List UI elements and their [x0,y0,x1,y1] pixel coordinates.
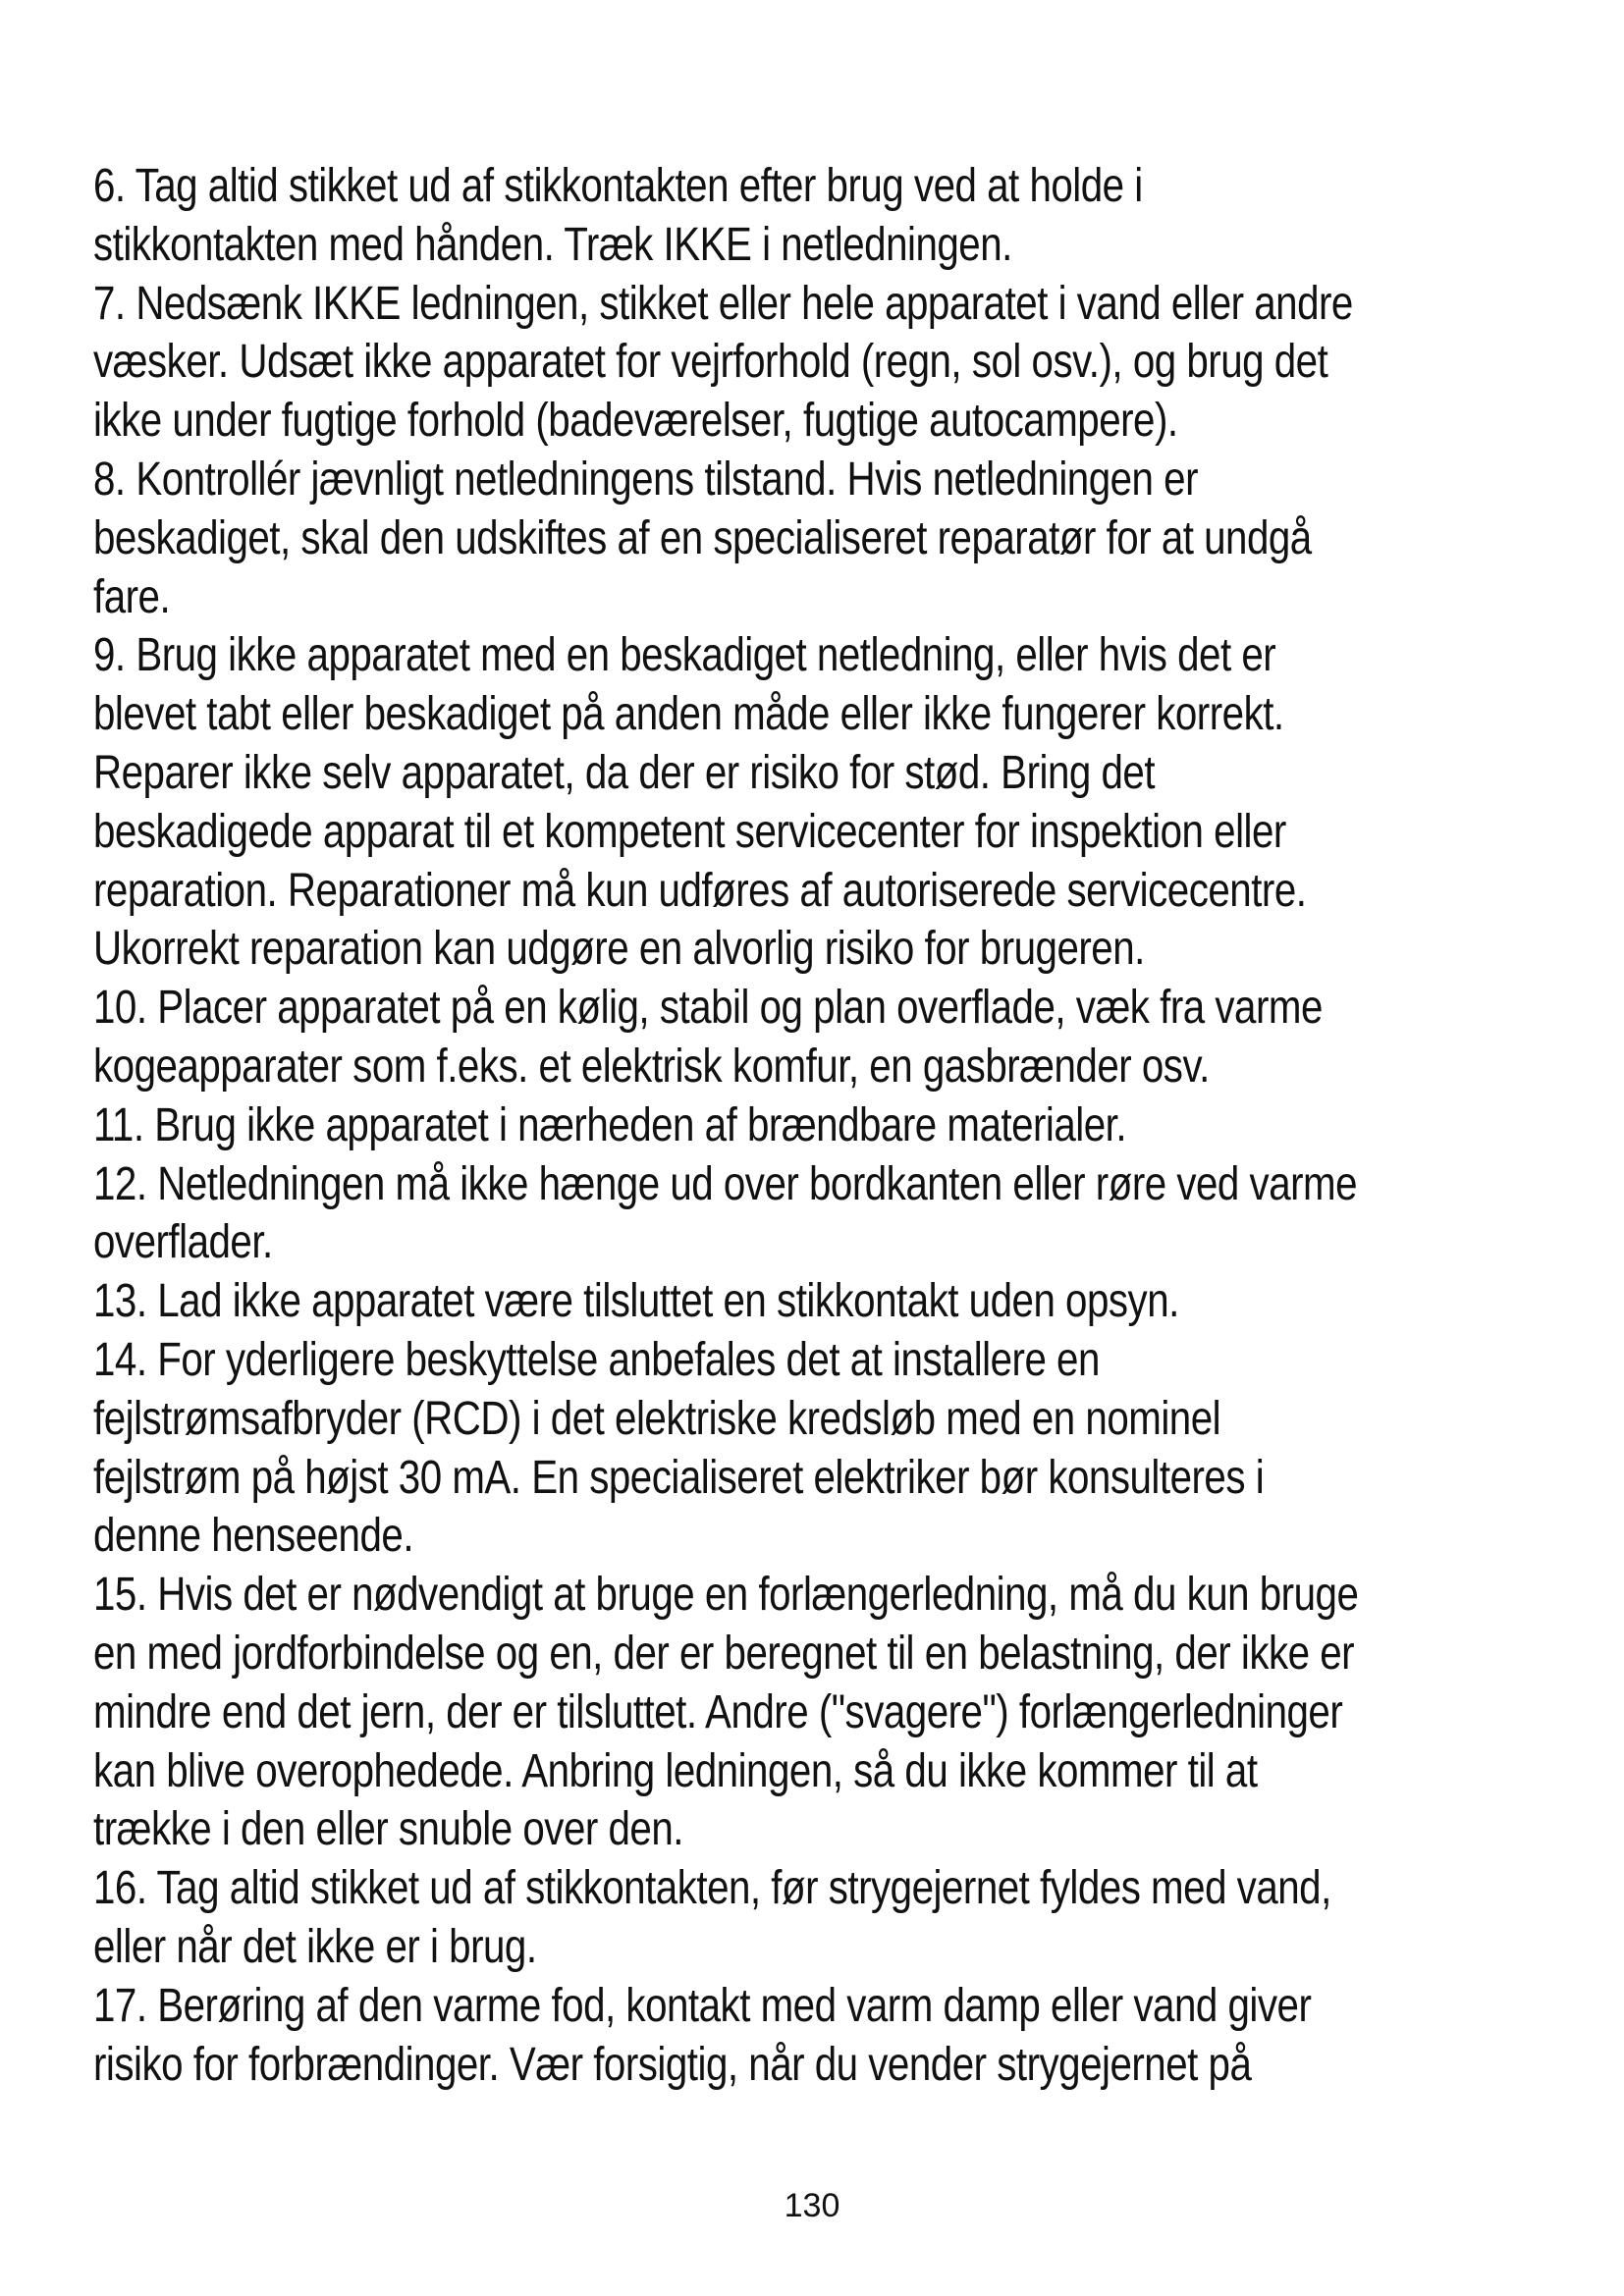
instruction-item [93,1272,1537,1331]
instruction-line: Ukorrekt reparation kan udgøre en alvorlig risiko for brugeren. [93,923,1145,976]
instruction-line: 10. Placer apparatet på en kølig, stabil og plan overflade, væk fra varme [93,982,1323,1035]
instruction-line: en med jordforbindelse og en, der er beregnet til en belastning, der ikke er [93,1627,1355,1680]
instruction-item [93,626,1537,979]
instruction-line: beskadigede apparat til et kompetent servicecenter for inspektion eller [93,805,1286,858]
instruction-item [93,1331,1537,1566]
instruction-line: 15. Hvis det er nødvendigt at bruge en forlængerledning, må du kun bruge [93,1569,1359,1622]
instruction-line: risiko for forbrændinger. Vær forsigtig, når du vender strygejernet på [93,2038,1252,2091]
instruction-item [93,1096,1537,1155]
instruction-item [93,1566,1537,1859]
instruction-line: Reparer ikke selv apparatet, da der er risiko for stød. Bring det [93,746,1156,799]
instruction-line: trække i den eller snuble over den. [93,1803,683,1856]
instruction-item [93,1977,1537,2095]
instruction-line: 6. Tag altid stikket ud af stikkontakten efter brug ved at holde i [93,160,1143,212]
instruction-item [93,979,1537,1096]
instruction-line: fare. [93,570,171,623]
instruction-line: 8. Kontrollér jævnligt netledningens tilstand. Hvis netledningen er [93,453,1199,506]
instruction-item [93,275,1537,451]
instruction-line: 16. Tag altid stikket ud af stikkontakten, før strygejernet fyldes med vand, [93,1862,1331,1915]
instruction-line: 14. For yderligere beskyttelse anbefales det at installere en [93,1333,1100,1386]
instruction-line: stikkontakten med hånden. Træk IKKE i netledningen. [93,218,1012,271]
instruction-line: 12. Netledningen må ikke hænge ud over bordkanten eller røre ved varme [93,1157,1358,1210]
instruction-line: fejlstrømsafbryder (RCD) i det elektriske kredsløb med en nominel [93,1392,1221,1445]
instruction-line: beskadiget, skal den udskiftes af en specialiseret reparatør for at undgå [93,511,1312,564]
instruction-line: mindre end det jern, der er tilsluttet. Andre ("svagere") forlængerledninger [93,1685,1343,1738]
instruction-line: overflader. [93,1216,273,1269]
instruction-item [93,451,1537,626]
instruction-line: eller når det ikke er i brug. [93,1920,537,1973]
instruction-line: denne henseende. [93,1510,414,1563]
instruction-line: reparation. Reparationer må kun udføres af autoriserede servicecentre. [93,864,1307,917]
instruction-item [93,1859,1537,1977]
instruction-line: kogeapparater som f.eks. et elektrisk komfur, en gasbrænder osv. [93,1040,1210,1093]
instruction-line: 9. Brug ikke apparatet med en beskadiget netledning, eller hvis det er [93,629,1276,682]
instruction-line: blevet tabt eller beskadiget på anden måde eller ikke fungerer korrekt. [93,688,1284,741]
instruction-line: fejlstrøm på højst 30 mA. En specialiseret elektriker bør konsulteres i [93,1451,1265,1504]
page-number: 130 [784,2187,840,2224]
instruction-line: 11. Brug ikke apparatet i nærheden af brændbare materialer. [93,1098,1127,1151]
instruction-line: 17. Berøring af den varme fod, kontakt med varm damp eller vand giver [93,1979,1312,2032]
instruction-item [93,1155,1537,1273]
instruction-line: væsker. Udsæt ikke apparatet for vejrforhold (regn, sol osv.), og brug det [93,336,1328,389]
instruction-line: 7. Nedsænk IKKE ledningen, stikket eller hele apparatet i vand eller andre [93,277,1353,330]
instruction-line: 13. Lad ikke apparatet være tilsluttet en stikkontakt uden opsyn. [93,1275,1179,1328]
safety-instructions [93,157,1537,2094]
instruction-item [93,157,1537,275]
instruction-line: kan blive overophedede. Anbring ledningen, så du ikke kommer til at [93,1744,1258,1797]
instruction-line: ikke under fugtige forhold (badeværelser, fugtige autocampere). [93,395,1178,448]
